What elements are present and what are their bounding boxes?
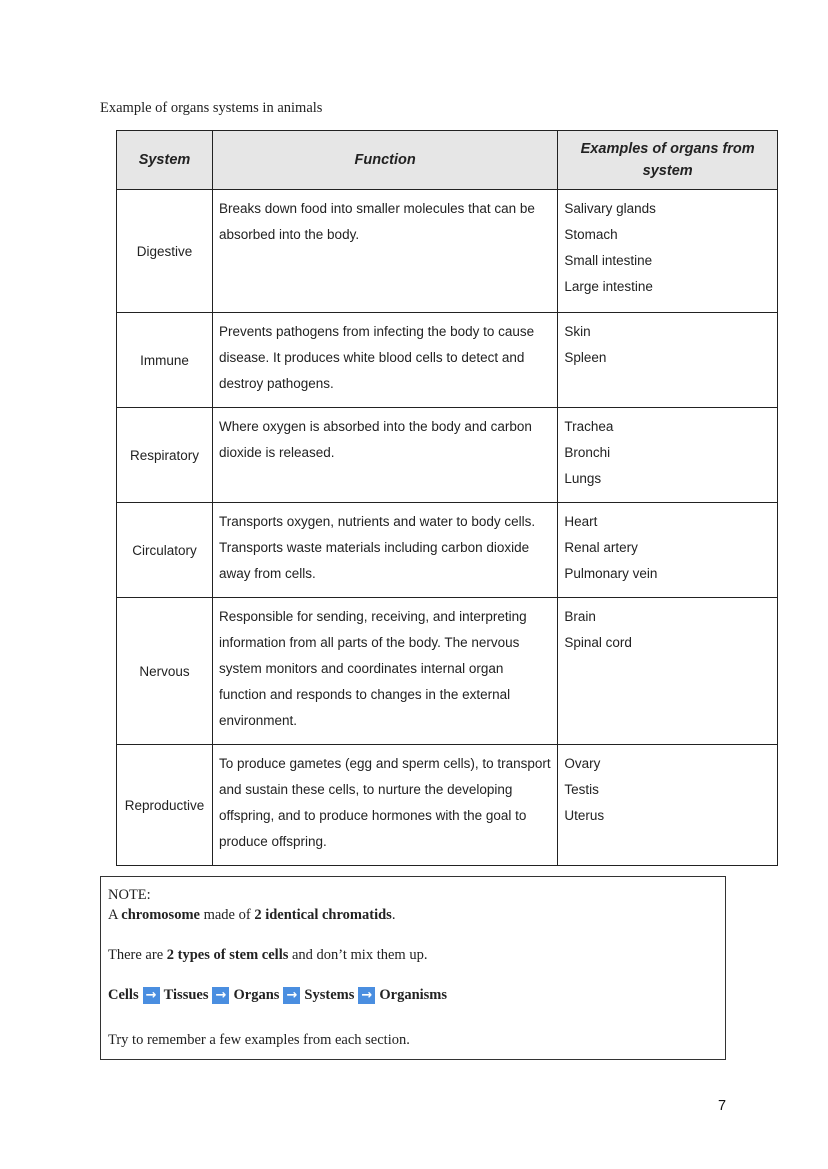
organ-example: Testis [564,782,599,797]
header-function: Function [212,131,557,190]
organ-example: Salivary glands [564,201,656,216]
function-cell: Breaks down food into smaller molecules that can be absorbed into the body. [212,190,557,313]
organ-example: Pulmonary vein [564,566,658,581]
organ-example: Lungs [564,471,602,486]
organ-example: Heart [564,514,598,529]
organ-example: Bronchi [564,445,611,460]
right-arrow-icon: → [143,987,160,1004]
organ-example: Uterus [564,808,605,823]
system-name-cell: Reproductive [117,745,213,866]
table-row [117,598,778,745]
flow-organs: Organs [233,987,280,1003]
note-reminder-line: Try to remember a few examples from each section. [108,1032,410,1048]
note-hierarchy-flow [108,985,718,1005]
right-arrow-icon: → [358,987,375,1004]
examples-cell [558,408,778,503]
function-cell: Prevents pathogens from infecting the body to cause disease. It produces white blood cells to detect and destroy pathogens. [212,313,557,408]
flow-systems: Systems [304,987,355,1003]
table-row [117,190,778,313]
note-stem-cells-line: There are 2 types of stem cells and don’t mix them up. [108,947,428,963]
table-row [117,313,778,408]
note-box [100,876,726,1060]
table-header-row [117,131,778,190]
system-name-cell: Respiratory [117,408,213,503]
organ-example: Ovary [564,756,601,771]
organ-example: Spleen [564,350,607,365]
header-system: System [117,131,213,190]
examples-cell [558,190,778,313]
function-cell: To produce gametes (egg and sperm cells), to transport and sustain these cells, to nurture the developing offspring, and to produce hormones with the goal to produce offspring. [212,745,557,866]
organ-systems-table [116,130,778,866]
flow-organisms: Organisms [379,987,448,1003]
system-name-cell: Circulatory [117,503,213,598]
function-cell: Transports oxygen, nutrients and water to body cells. Transports waste materials including carbon dioxide away from cells. [212,503,557,598]
right-arrow-icon: → [212,987,229,1004]
organ-example: Stomach [564,227,618,242]
flow-cells: Cells [108,987,139,1003]
flow-tissues: Tissues [163,987,209,1003]
note-heading: NOTE: [108,887,151,903]
table-caption: Example of organs systems in animals [100,100,323,116]
examples-cell [558,313,778,408]
table-row [117,408,778,503]
organ-example: Large intestine [564,279,653,294]
right-arrow-icon: → [283,987,300,1004]
table-row [117,503,778,598]
organ-example: Spinal cord [564,635,632,650]
organ-example: Brain [564,609,596,624]
organ-example: Renal artery [564,540,638,555]
function-cell: Responsible for sending, receiving, and interpreting information from all parts of the body. The nervous system monitors and coordinates internal organ function and responds to changes in the external environment. [212,598,557,745]
note-chromosome-line: A chromosome made of 2 identical chromatids. [108,907,396,923]
page-number: 7 [718,1098,727,1114]
system-name-cell: Digestive [117,190,213,313]
examples-cell [558,598,778,745]
organ-example: Trachea [564,419,614,434]
system-name-cell: Nervous [117,598,213,745]
table-row [117,745,778,866]
examples-cell [558,745,778,866]
organ-example: Small intestine [564,253,653,268]
header-examples: Examples of organs from system [558,131,778,190]
system-name-cell: Immune [117,313,213,408]
examples-cell [558,503,778,598]
organ-example: Skin [564,324,591,339]
function-cell: Where oxygen is absorbed into the body and carbon dioxide is released. [212,408,557,503]
